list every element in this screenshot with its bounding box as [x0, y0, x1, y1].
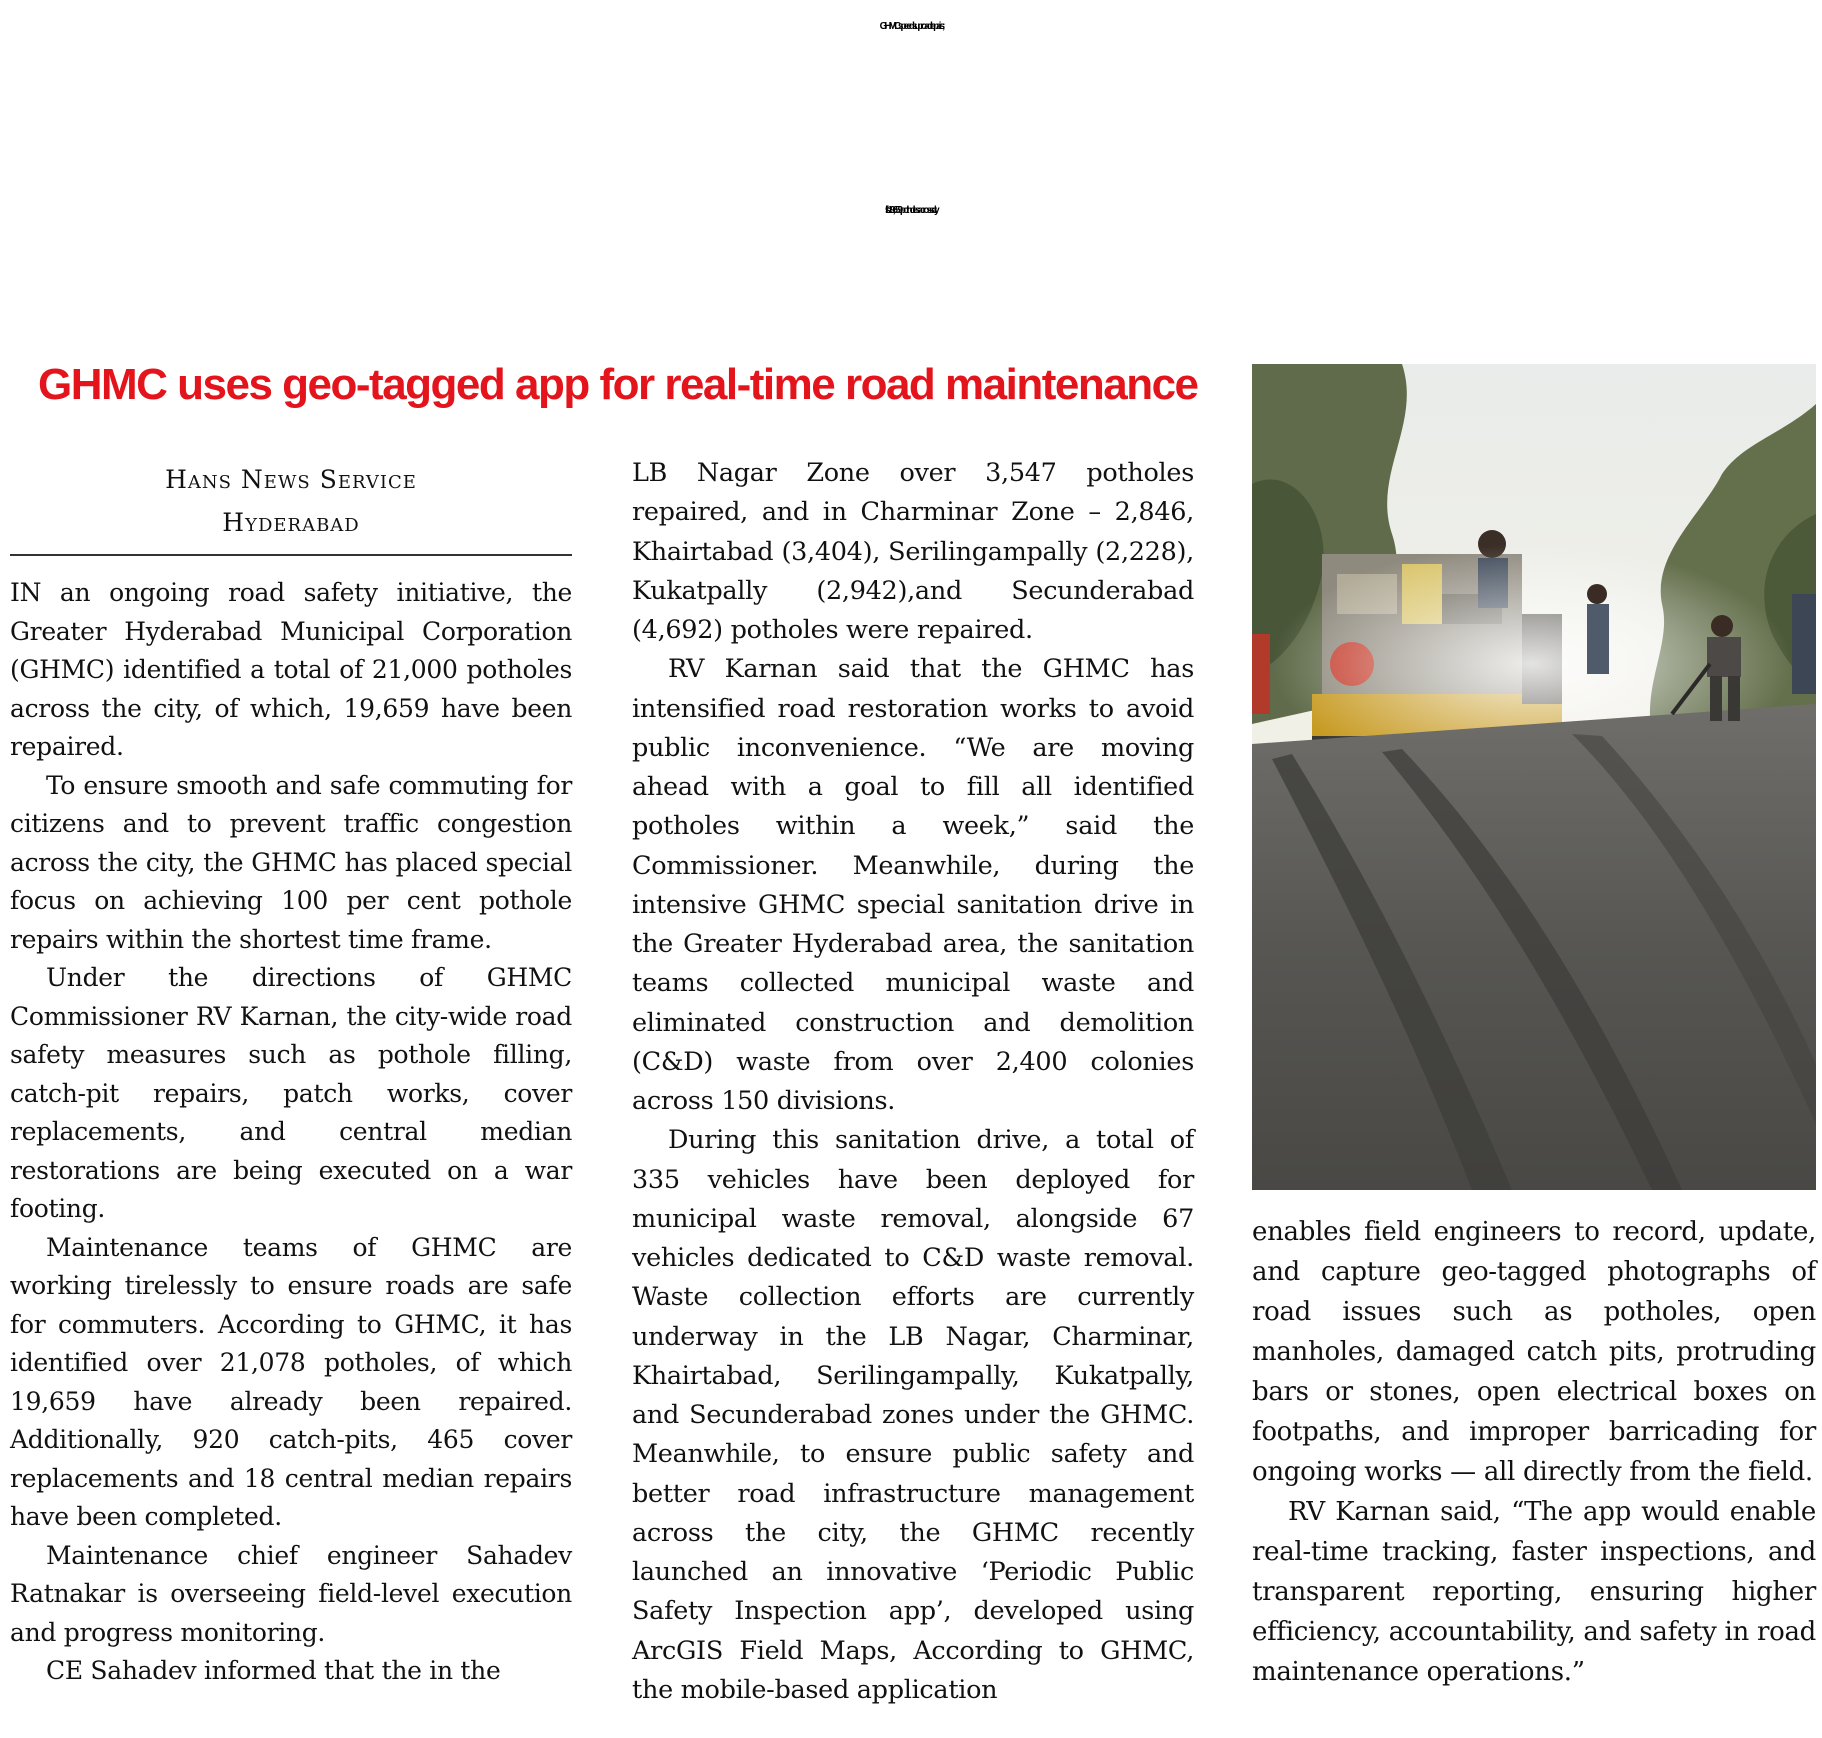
byline [10, 458, 572, 556]
article-column-3 [1252, 1212, 1816, 1692]
byline-location: Hyderabad [222, 508, 360, 537]
article-column-2 [632, 454, 1194, 1710]
paragraph: During this sanitation drive, a total of 335 vehicles have been deployed for municipal waste removal, alongside 67 vehicles dedicated to C&D waste removal. Waste collection efforts are currently underway in the LB Nagar, Charminar, Khairtabad, Serilingampally, Kukatpally, and Secunderabad zones under the GHMC. Meanwhile, to ensure public safety and better road infrastructure management across the city, the GHMC recently launched an innovative ‘Periodic Public Safety Inspection app’, developed using ArcGIS Field Maps, According to GHMC, the mobile-based application [632, 1125, 1194, 1705]
paragraph: Maintenance teams of GHMC are working tirelessly to ensure roads are safe for commuters. According to GHMC, it has identified over 21,078 potholes, of which 19,659 have already been repaired. Additionally, 920 catch-pits, 465 cover replacements and 18 central median repairs have been completed. [10, 1232, 572, 1531]
headline-line-2: fills19,659 potholes across city [885, 205, 937, 216]
paragraph: To ensure smooth and safe commuting for citizens and to prevent traffic congestion across the city, the GHMC has placed special focus on achieving 100 per cent pothole repairs within the shortest time frame. [10, 770, 572, 954]
paragraph: Under the directions of GHMC Commissioner RV Karnan, the city-wide road safety measures such as pothole filling, catch-pit repairs, patch works, cover replacements, and central median restorations are being executed on a war footing. [10, 963, 572, 1223]
byline-agency: Hans News Service [165, 465, 417, 494]
paragraph: RV Karnan said that the GHMC has intensified road restoration works to avoid public inconvenience. “We are moving ahead with a goal to fill all identified potholes within a week,” said the Commissioner. Meanwhile, during the intensive GHMC special sanitation drive in the Greater Hyderabad area, the sanitation teams collected municipal waste and eliminated construction and demolition (C&D) waste from over 2,400 colonies across 150 divisions. [632, 654, 1194, 1116]
paragraph: IN an ongoing road safety initiative, the Greater Hyderabad Municipal Corporation (GHMC) identified a total of 21,000 potholes across the city, of which, 19,659 have been repaired. [10, 578, 572, 761]
road-repair-photo [1252, 364, 1816, 1190]
article-column-1 [10, 574, 572, 1691]
paragraph: LB Nagar Zone over 3,547 potholes repaired, and in Charminar Zone – 2,846, Khairtabad (3,404), Serilingampally (2,228), Kukatpally (2,942),and Secunderabad (4,692) potholes were repaired. [632, 458, 1194, 645]
road-repair-illustration [1252, 364, 1816, 1190]
headline-line-1: GHMC speeds up road repairs; [879, 21, 943, 32]
subheadline: GHMC uses geo-tagged app for real-time road maintenance [38, 360, 1198, 409]
paragraph: CE Sahadev informed that the in the [46, 1656, 501, 1685]
paragraph: RV Karnan said, “The app would enable real-time tracking, faster inspections, and transparent reporting, ensuring higher efficiency, accountability, and safety in road maintenance operations.” [1252, 1497, 1816, 1687]
paragraph: Maintenance chief engineer Sahadev Ratnakar is overseeing field-level execution and progress monitoring. [10, 1540, 572, 1647]
paragraph: enables field engineers to record, update, and capture geo-tagged photographs of road issues such as potholes, open manholes, damaged catch pits, protruding bars or stones, open electrical boxes on footpaths, and improper barricading for ongoing works — all directly from the field. [1252, 1217, 1816, 1487]
